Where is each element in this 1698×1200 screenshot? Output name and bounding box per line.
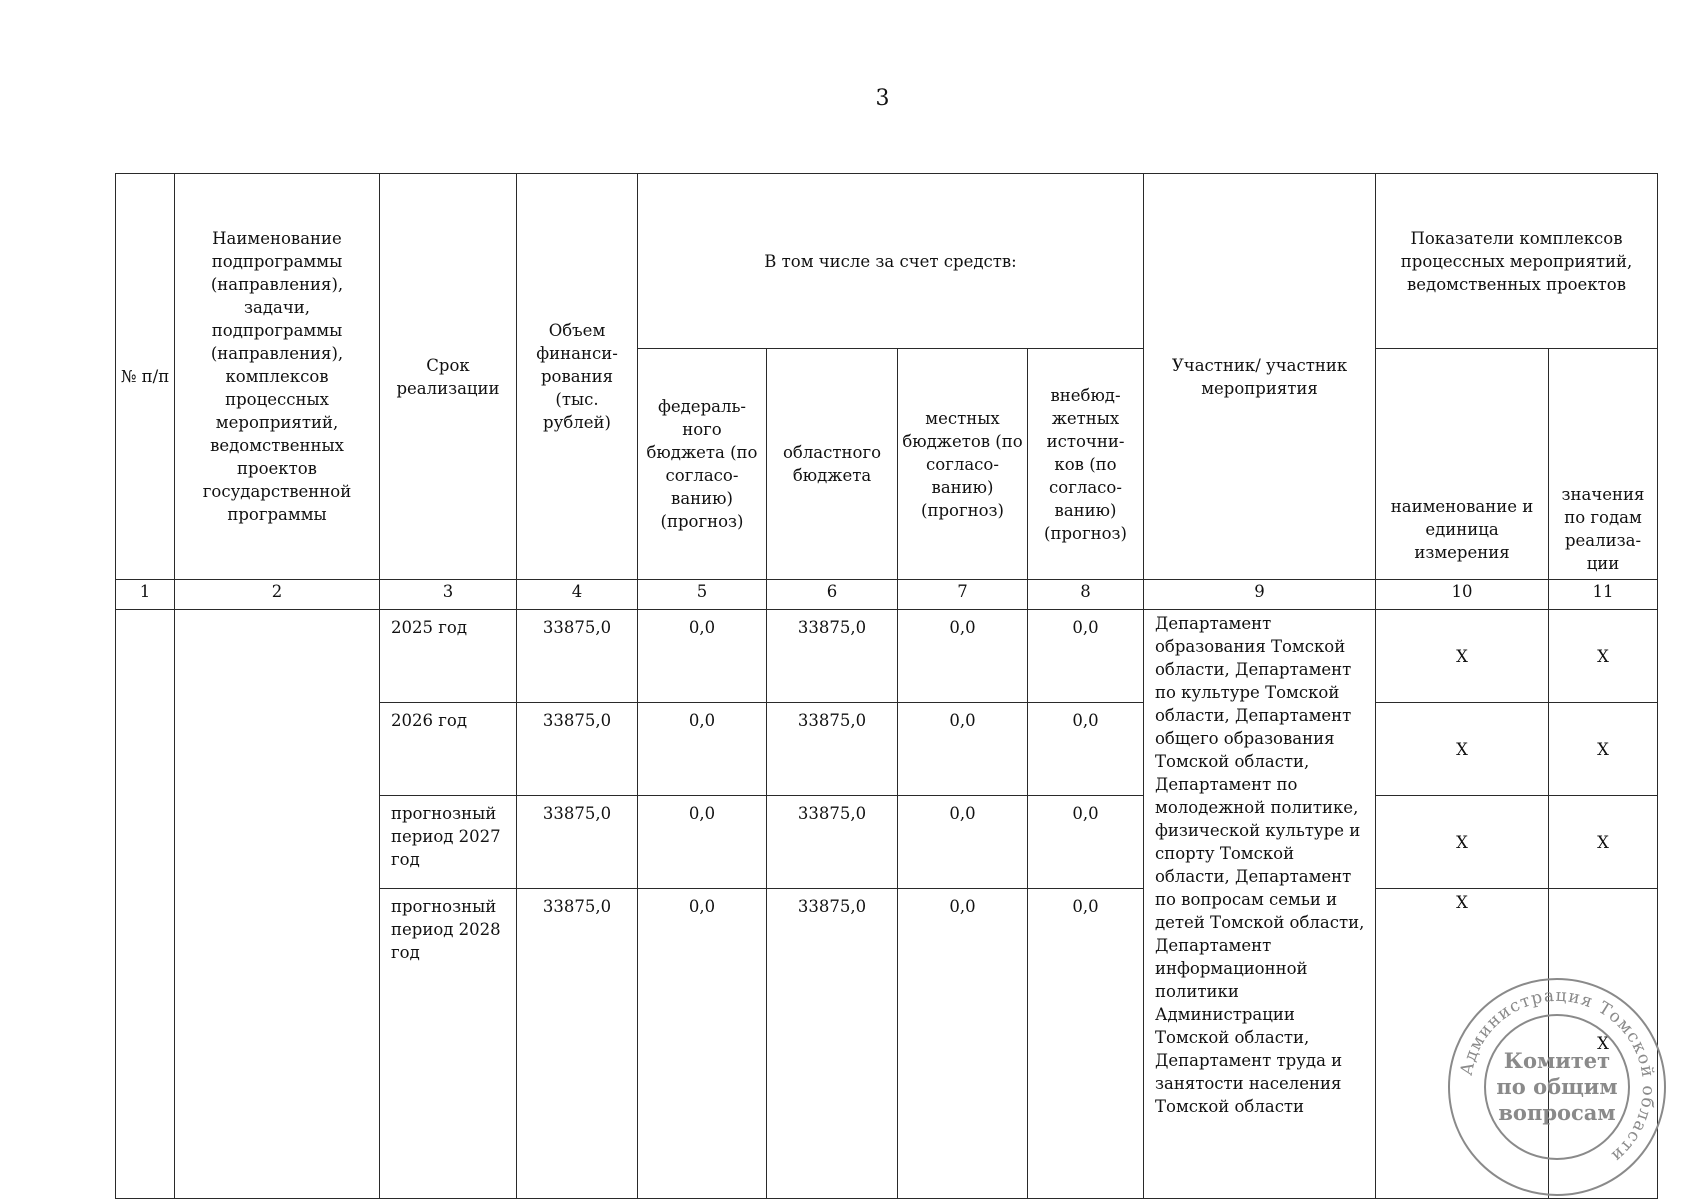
volume-cell: 33875,0 bbox=[517, 796, 638, 889]
page-number: 3 bbox=[875, 86, 890, 111]
row-name-cell bbox=[175, 610, 380, 1199]
header-local: местных бюджетов (по согласо-ванию) (прогноз) bbox=[898, 349, 1028, 580]
period-cell: 2025 год bbox=[380, 610, 517, 703]
indicator-value-cell: Х bbox=[1549, 610, 1658, 703]
header-volume: Объем финанси-рования (тыс. рублей) bbox=[517, 174, 638, 580]
stamp-ring-text: Администрация Томской области bbox=[1456, 985, 1659, 1167]
period-cell: 2026 год bbox=[380, 703, 517, 796]
period-cell: прогнозный период 2028 год bbox=[380, 889, 517, 1199]
column-number: 2 bbox=[175, 580, 380, 610]
header-indicator-value: значения по годам реализа-ции bbox=[1549, 349, 1658, 580]
header-indicator-name: наименование и единица измерения bbox=[1376, 349, 1549, 580]
header-term: Срок реализации bbox=[380, 174, 517, 580]
indicator-value-cell: Х bbox=[1549, 703, 1658, 796]
header-federal: федераль-ного бюджета (по согласо-ванию) (прогноз) bbox=[638, 349, 767, 580]
indicator-name-cell: Х bbox=[1376, 610, 1549, 703]
header-indicators-group: Показатели комплексов процессных мероприятий, ведомственных проектов bbox=[1376, 174, 1658, 349]
local-cell: 0,0 bbox=[898, 889, 1028, 1199]
header-extra: внебюд-жетных источни-ков (по согласо-ванию) (прогноз) bbox=[1028, 349, 1144, 580]
column-number: 11 bbox=[1549, 580, 1658, 610]
extra-cell: 0,0 bbox=[1028, 610, 1144, 703]
regional-cell: 33875,0 bbox=[767, 889, 898, 1199]
column-number: 3 bbox=[380, 580, 517, 610]
stamp-line-2: по общим bbox=[1496, 1074, 1618, 1099]
participants-cell: Департамент образования Томской области, Департамент по культуре Томской области, Департамент общего образования Томской области, Департамент по молодежной политике, физической культуре и спорту Томской области, Департамент по вопросам семьи и детей Томской области, Департамент информационной политики Администрации Томской области, Департамент труда и занятости населения Томской области bbox=[1144, 610, 1376, 1199]
local-cell: 0,0 bbox=[898, 703, 1028, 796]
header-participant: Участник/ участник мероприятия bbox=[1144, 174, 1376, 580]
regional-cell: 33875,0 bbox=[767, 796, 898, 889]
extra-cell: 0,0 bbox=[1028, 796, 1144, 889]
federal-cell: 0,0 bbox=[638, 796, 767, 889]
row-number-cell bbox=[116, 610, 175, 1199]
indicator-value-cell: Х bbox=[1549, 796, 1658, 889]
column-number: 8 bbox=[1028, 580, 1144, 610]
header-funds-group: В том числе за счет средств: bbox=[638, 174, 1144, 349]
column-number: 10 bbox=[1376, 580, 1549, 610]
indicator-name-cell: Х bbox=[1376, 796, 1549, 889]
regional-cell: 33875,0 bbox=[767, 703, 898, 796]
local-cell: 0,0 bbox=[898, 796, 1028, 889]
indicator-name-cell: Х bbox=[1376, 889, 1549, 1199]
indicator-value-cell: Х bbox=[1549, 889, 1658, 1199]
column-number: 6 bbox=[767, 580, 898, 610]
official-stamp bbox=[1446, 976, 1668, 1198]
column-number: 5 bbox=[638, 580, 767, 610]
extra-cell: 0,0 bbox=[1028, 703, 1144, 796]
column-number: 9 bbox=[1144, 580, 1376, 610]
period-cell: прогнозный период 2027 год bbox=[380, 796, 517, 889]
header-number: № п/п bbox=[116, 174, 175, 580]
volume-cell: 33875,0 bbox=[517, 889, 638, 1199]
column-number: 4 bbox=[517, 580, 638, 610]
indicator-name-cell: Х bbox=[1376, 703, 1549, 796]
header-name: Наименование подпрограммы (направления), задачи, подпрограммы (направления), комплексов процессных мероприятий, ведомственных проектов государственной программы bbox=[175, 174, 380, 580]
volume-cell: 33875,0 bbox=[517, 703, 638, 796]
extra-cell: 0,0 bbox=[1028, 889, 1144, 1199]
header-regional: областного бюджета bbox=[767, 349, 898, 580]
federal-cell: 0,0 bbox=[638, 889, 767, 1199]
local-cell: 0,0 bbox=[898, 610, 1028, 703]
table-row bbox=[116, 610, 1658, 703]
column-number: 1 bbox=[116, 580, 175, 610]
federal-cell: 0,0 bbox=[638, 610, 767, 703]
program-table bbox=[115, 173, 1658, 1199]
volume-cell: 33875,0 bbox=[517, 610, 638, 703]
regional-cell: 33875,0 bbox=[767, 610, 898, 703]
federal-cell: 0,0 bbox=[638, 703, 767, 796]
stamp-line-1: Комитет bbox=[1503, 1048, 1611, 1073]
column-number: 7 bbox=[898, 580, 1028, 610]
column-numbers-row bbox=[116, 580, 1658, 610]
stamp-line-3: вопросам bbox=[1498, 1100, 1616, 1125]
